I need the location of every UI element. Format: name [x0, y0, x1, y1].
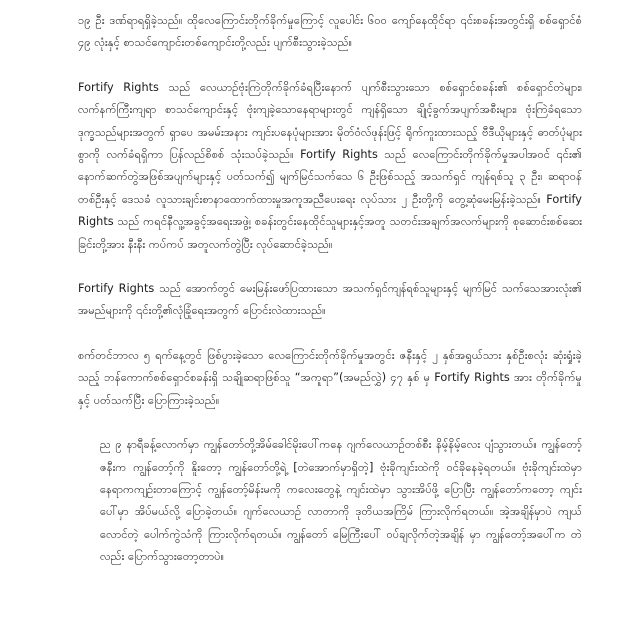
- paragraph-witness-intro: စက်တင်ဘာလ ၅ ရက်နေ့တွင် ဖြစ်ပွားခဲ့သော လေကြောင်းတိုက်ခိုက်မှုအတွင်း ဇနီးနှင့် ၂ နှစ်အရွယ်သား နှစ်ဦးစလုံး ဆုံးရှုံးခဲ့သည့် ဘန်ကောက်စစ်ရှောင်စခန်းရှိ သချိုဆရာဖြစ်သူ “အကူရာ”(အမည်လွှဲ) ၄၇ နှစ် မှ Fortify Rights အား တိုက်ခိုက်မှုနှင့် ပတ်သက်ပြီး ပြောကြားခဲ့သည်။: [78, 348, 582, 407]
- paragraph-casualties: ၁၉ ဦး ဒဏ်ရာရရှိခဲ့သည်။ ထိုလေကြောင်းတိုက်ခိုက်မှုကြောင့် လူပေါင်း ၆၀၀ ကျော်နေထိုင်ရာ ၎င်းစခန်းအတွင်းရှိ စစ်ရှောင်စံ ၄၉ လုံးနှင့် စာသင်ကျောင်းတစ်ကျောင်းတို့လည်း ပျက်စီးသွားခဲ့သည်။: [78, 14, 582, 50]
- paragraph-methodology: Fortify Rights သည် လေယာဉ်ဗုံးကြဲတိုက်ခိုက်ခံရပြီးနောက် ပျက်စီးသွားသော စစ်ရှောင်စခန်း၏ စစ်ရှောင်တဲများ၊ လက်နက်ကြီးကျရာ စာသင်ကျောင်းနှင့် ဗုံးကျခဲ့သောနေရာများတွင် ကျန်ရှိသော ချိုင့်ခွက်အပျက်အစီးများ၊ ဗုံးကြဲခံရသော ဒုက္ခသည်များအတွက် ရှာပေ အမမ်းအနား ကျင်းပနေပုံများအား မိုတ်ဝံလ်ဖုန်းဖြင့် ရိုက်ကူးထားသည့် ဗီဒီယိုများနှင့် ဓာတ်ပုံများစွာကို လက်ခံရရှိကာ ပြန်လည်စိစစ် သုံးသပ်ခဲ့သည်။ Fortify Rights သည် လေကြောင်းတိုက်ခိုက်မှုအပါအဝင် ၎င်း၏ နောက်ဆက်တွဲအဖြစ်အပျက်များနှင့် ပတ်သက်၍ မျက်မြင်သက်သေ ၆ ဦးဖြစ်သည့် အသက်ရှင် ကျန်ရစ်သူ ၃ ဦး၊ ဆရာဝန်တစ်ဦးနှင့် ဒေသခံ လူသားချင်းစာနာထောက်ထားမှုအကူအညီပေးရေး လုပ်သား ၂ ဦးတို့ကို တွေ့ဆုံမေးမြန်းခဲ့သည်။ Fortify Rights သည် ကရင်နီလူ့အခွင့်အရေးအဖွဲ့၊ စခန်းတွင်းနေထိုင်သူများနှင့်အတူ သတင်းအချက်အလက်များကို စုဆောင်းစစ်ဆေးခြင်းတို့အား နီးနီး ကပ်ကပ် အတူလက်တွဲပြီး လုပ်ဆောင်ခဲ့သည်။: [78, 80, 582, 251]
- witness-quote: ည ၉ နာရီခန့်လောက်မှာ ကျွန်တော်တို့အိမ်ခေါင်မိုးပေါ်ကနေ ဂျက်လေယာဉ်တစ်စီး နိမ့်နိမ့်လေး ပျံသွားတယ်။ ကျွန်တော့်ဇနီးက ကျွန်တော့်ကို နိူးတော့ ကျွန်တော်တို့ရဲ့ [တဲအောက်မှာရှိတဲ့] ဗုံးခိုကျင်းထဲကို ဝင်ခိုနေခဲ့ရတယ်။ ဗုံးခိုကျင်းထဲမှာ နေရာကကျဉ်းတာကြောင့် ကျွန်တော့်မိန်းမကို ကလေးတွေနဲ့ ကျင်းထဲမှာ သွားအိပ်ဖို့ ပြောပြီး ကျွန်တော်ကတော့ ကျင်းပေါ်မှာ အိပ်မယ်လို့ ပြောခဲ့တယ်။ ဂျက်လေယာဉ် လာတာကို ဒုတိယအကြိမ် ကြားလိုက်ရတယ်။ အဲ့အချိန်မှာပဲ ကျယ်လောင်တဲ့ ပေါက်ကွဲသံကို ကြားလိုက်ရတယ်။ ကျွန်တော် မြေကြီးပေါ် ဝပ်ချလိုက်တဲ့အချိန် မှာ ကျွန်တော့်အပေါ်က တဲလည်း ပြောက်သွားတော့တာပဲ။: [100, 438, 582, 564]
- paragraph-names-changed: Fortify Rights သည် အောက်တွင် မေးမြန်းဖော်ပြထားသော အသက်ရှင်ကျန်ရစ်သူများနှင့် မျက်မြင် သက်သေအားလုံး၏ အမည်များကို ၎င်းတို့၏လုံခြုံရေးအတွက် ပြောင်းလဲထားသည်။: [78, 282, 582, 318]
